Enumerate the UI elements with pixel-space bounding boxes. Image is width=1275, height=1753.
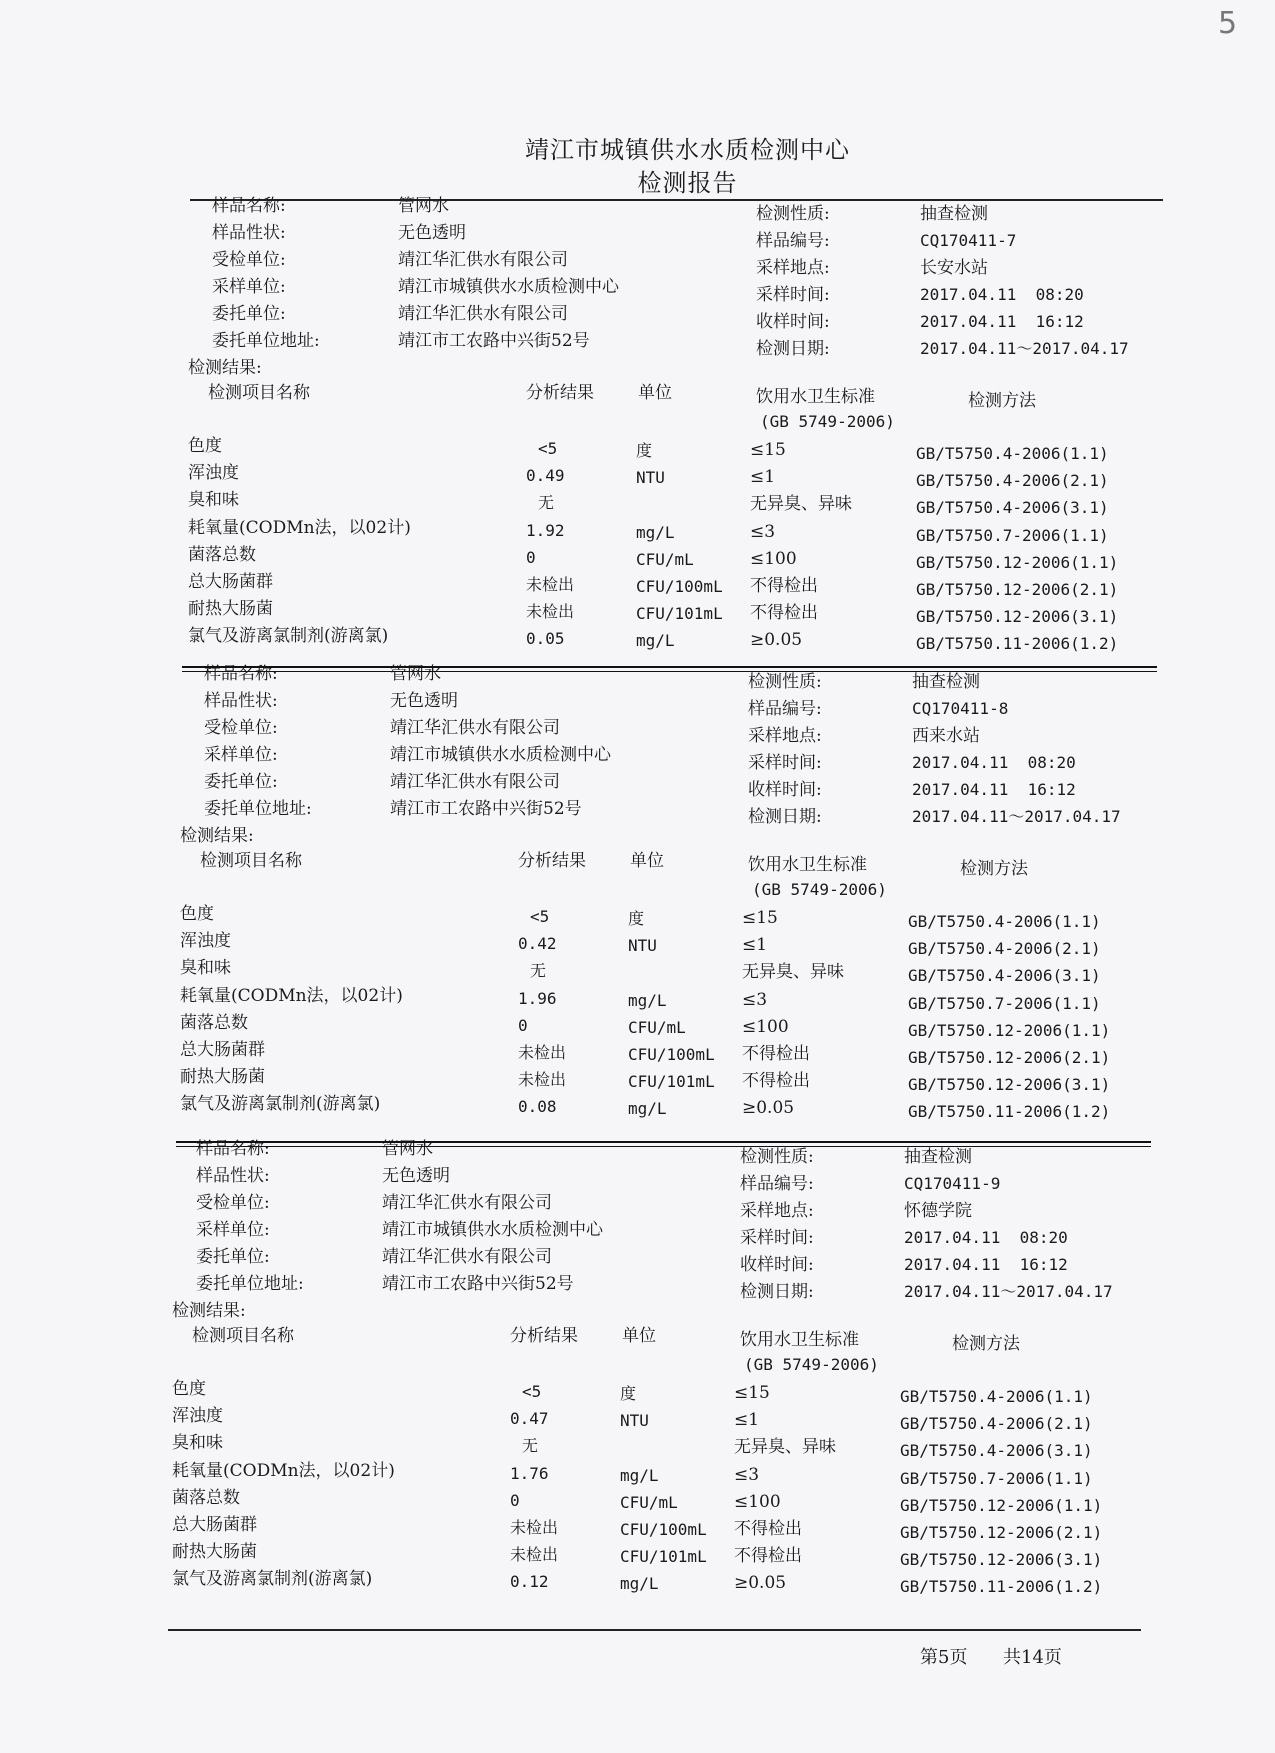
item-unit: CFU/101mL xyxy=(636,604,723,623)
item-result: 未检出 xyxy=(510,1518,559,1537)
label-inspected-unit: 受检单位: xyxy=(204,718,278,738)
item-name: 臭和味 xyxy=(180,958,231,978)
value-inspected-unit: 靖江华汇供水有限公司 xyxy=(390,718,560,738)
item-name: 菌落总数 xyxy=(180,1013,248,1033)
value-sample-no: CQ170411-8 xyxy=(912,699,1009,718)
item-name: 总大肠菌群 xyxy=(172,1515,257,1535)
value-test-nature: 抽查检测 xyxy=(920,204,988,224)
item-unit: mg/L xyxy=(636,523,675,542)
label-sampling-time: 采样时间: xyxy=(748,753,822,773)
item-method: GB/T5750.12-2006(2.1) xyxy=(916,580,1119,599)
label-sampling-site: 采样地点: xyxy=(740,1201,814,1221)
item-standard: ≤1 xyxy=(734,1410,760,1430)
column-standard: 饮用水卫生标准 xyxy=(748,855,867,875)
item-name: 总大肠菌群 xyxy=(180,1040,265,1060)
column-item: 检测项目名称 xyxy=(200,851,302,871)
item-name: 色度 xyxy=(188,436,222,456)
value-sample-state: 无色透明 xyxy=(382,1166,450,1186)
value-test-date: 2017.04.11～2017.04.17 xyxy=(912,807,1121,826)
item-unit: 度 xyxy=(628,909,645,928)
item-result: 未检出 xyxy=(526,602,575,621)
column-item: 检测项目名称 xyxy=(208,383,310,403)
item-unit: NTU xyxy=(628,936,657,955)
label-receive-time: 收样时间: xyxy=(756,312,830,332)
item-standard: 不得检出 xyxy=(734,1546,802,1566)
item-unit: mg/L xyxy=(636,631,675,650)
item-result: 0.05 xyxy=(526,629,565,648)
value-sampling-site: 长安水站 xyxy=(920,258,988,278)
item-method: GB/T5750.4-2006(3.1) xyxy=(916,498,1109,517)
item-name: 氯气及游离氯制剂(游离氯) xyxy=(172,1569,373,1589)
item-standard: ≤100 xyxy=(750,549,797,569)
item-result: <5 xyxy=(538,439,558,458)
label-test-nature: 检测性质: xyxy=(756,204,830,224)
item-name: 臭和味 xyxy=(172,1433,223,1453)
item-result: 0.49 xyxy=(526,466,565,485)
label-sample-no: 样品编号: xyxy=(740,1174,814,1194)
value-test-nature: 抽查检测 xyxy=(912,672,980,692)
value-receive-time: 2017.04.11 16:12 xyxy=(920,312,1084,331)
label-receive-time: 收样时间: xyxy=(748,780,822,800)
item-unit: CFU/100mL xyxy=(628,1045,715,1064)
value-sample-no: CQ170411-7 xyxy=(920,231,1017,250)
label-sampling-unit: 采样单位: xyxy=(212,277,286,297)
value-sample-state: 无色透明 xyxy=(390,691,458,711)
column-method: 检测方法 xyxy=(968,391,1036,411)
value-client-unit: 靖江华汇供水有限公司 xyxy=(398,304,568,324)
item-method: GB/T5750.4-2006(1.1) xyxy=(908,912,1101,931)
item-unit: mg/L xyxy=(620,1466,659,1485)
item-standard: ≤1 xyxy=(742,935,768,955)
report-section xyxy=(188,196,1188,653)
item-standard: ≤3 xyxy=(750,522,776,542)
item-standard: 不得检出 xyxy=(750,576,818,596)
value-sampling-site: 西来水站 xyxy=(912,726,980,746)
value-test-nature: 抽查检测 xyxy=(904,1147,972,1167)
label-receive-time: 收样时间: xyxy=(740,1255,814,1275)
label-inspected-unit: 受检单位: xyxy=(196,1193,270,1213)
value-sample-state: 无色透明 xyxy=(398,223,466,243)
column-item: 检测项目名称 xyxy=(192,1326,294,1346)
item-method: GB/T5750.11-2006(1.2) xyxy=(916,634,1119,653)
item-standard: 无异臭、异味 xyxy=(734,1437,836,1457)
item-method: GB/T5750.12-2006(3.1) xyxy=(900,1550,1103,1569)
item-standard: ≤100 xyxy=(742,1017,789,1037)
page-total: 共14页 xyxy=(1003,1647,1062,1668)
value-sample-no: CQ170411-9 xyxy=(904,1174,1001,1193)
item-unit: 度 xyxy=(620,1384,637,1403)
item-result: <5 xyxy=(530,907,550,926)
label-sampling-site: 采样地点: xyxy=(756,258,830,278)
item-result: 1.76 xyxy=(510,1464,549,1483)
item-name: 菌落总数 xyxy=(172,1488,240,1508)
item-name: 耗氧量(CODMn法，以02计) xyxy=(172,1461,395,1481)
item-name: 浑浊度 xyxy=(172,1406,223,1426)
corner-page-mark: 5 xyxy=(1218,6,1238,41)
item-name: 氯气及游离氯制剂(游离氯) xyxy=(180,1094,381,1114)
item-unit: CFU/101mL xyxy=(628,1072,715,1091)
report-section xyxy=(180,664,1180,1121)
item-method: GB/T5750.12-2006(1.1) xyxy=(900,1496,1103,1515)
item-method: GB/T5750.7-2006(1.1) xyxy=(908,994,1101,1013)
item-method: GB/T5750.4-2006(3.1) xyxy=(908,966,1101,985)
report-title: 检测报告 xyxy=(637,169,738,197)
value-sampling-unit: 靖江市城镇供水水质检测中心 xyxy=(398,277,619,297)
page-number: 第5页 xyxy=(920,1647,968,1668)
label-inspected-unit: 受检单位: xyxy=(212,250,286,270)
label-test-date: 检测日期: xyxy=(756,339,830,359)
item-method: GB/T5750.4-2006(1.1) xyxy=(900,1387,1093,1406)
item-result: 无 xyxy=(522,1436,539,1455)
item-name: 耗氧量(CODMn法，以02计) xyxy=(188,518,411,538)
item-standard: 无异臭、异味 xyxy=(742,962,844,982)
value-client-address: 靖江市工农路中兴街52号 xyxy=(398,331,590,351)
column-unit: 单位 xyxy=(638,383,672,403)
item-method: GB/T5750.4-2006(2.1) xyxy=(908,939,1101,958)
org-title: 靖江市城镇供水水质检测中心 xyxy=(525,136,850,164)
value-client-unit: 靖江华汇供水有限公司 xyxy=(390,772,560,792)
item-unit: mg/L xyxy=(628,1099,667,1118)
item-method: GB/T5750.7-2006(1.1) xyxy=(900,1469,1093,1488)
item-result: 0.12 xyxy=(510,1572,549,1591)
value-sampling-unit: 靖江市城镇供水水质检测中心 xyxy=(390,745,611,765)
item-unit: 度 xyxy=(636,441,653,460)
value-client-address: 靖江市工农路中兴街52号 xyxy=(390,799,582,819)
column-result: 分析结果 xyxy=(518,851,586,871)
label-sample-name: 样品名称: xyxy=(204,664,278,684)
item-result: 0.42 xyxy=(518,934,557,953)
item-unit: mg/L xyxy=(628,991,667,1010)
item-standard: ≤3 xyxy=(742,990,768,1010)
section-divider xyxy=(182,666,1157,672)
item-method: GB/T5750.12-2006(2.1) xyxy=(900,1523,1103,1542)
item-method: GB/T5750.12-2006(2.1) xyxy=(908,1048,1111,1067)
item-standard: 不得检出 xyxy=(742,1071,810,1091)
item-name: 色度 xyxy=(172,1379,206,1399)
column-standard-sub: (GB 5749-2006) xyxy=(752,880,887,899)
item-method: GB/T5750.12-2006(1.1) xyxy=(916,553,1119,572)
column-result: 分析结果 xyxy=(526,383,594,403)
column-unit: 单位 xyxy=(622,1326,656,1346)
item-name: 菌落总数 xyxy=(188,545,256,565)
value-client-address: 靖江市工农路中兴街52号 xyxy=(382,1274,574,1294)
value-receive-time: 2017.04.11 16:12 xyxy=(904,1255,1068,1274)
label-sampling-time: 采样时间: xyxy=(740,1228,814,1248)
item-method: GB/T5750.4-2006(3.1) xyxy=(900,1441,1093,1460)
item-standard: 不得检出 xyxy=(750,603,818,623)
report-section xyxy=(172,1139,1172,1596)
bottom-rule xyxy=(168,1629,1141,1631)
item-standard: ≤15 xyxy=(742,908,778,928)
item-method: GB/T5750.12-2006(3.1) xyxy=(908,1075,1111,1094)
section-divider xyxy=(176,1141,1151,1147)
item-unit: NTU xyxy=(620,1411,649,1430)
item-result: 无 xyxy=(530,961,547,980)
column-standard: 饮用水卫生标准 xyxy=(756,387,875,407)
label-client-address: 委托单位地址: xyxy=(204,799,312,819)
column-unit: 单位 xyxy=(630,851,664,871)
item-standard: ≤15 xyxy=(750,440,786,460)
value-test-date: 2017.04.11～2017.04.17 xyxy=(904,1282,1113,1301)
item-name: 色度 xyxy=(180,904,214,924)
label-client-address: 委托单位地址: xyxy=(196,1274,304,1294)
column-standard-sub: (GB 5749-2006) xyxy=(760,412,895,431)
item-name: 耐热大肠菌 xyxy=(172,1542,257,1562)
item-name: 耐热大肠菌 xyxy=(180,1067,265,1087)
item-method: GB/T5750.12-2006(3.1) xyxy=(916,607,1119,626)
item-result: 0 xyxy=(518,1016,528,1035)
value-receive-time: 2017.04.11 16:12 xyxy=(912,780,1076,799)
label-client-unit: 委托单位: xyxy=(196,1247,270,1267)
value-sampling-time: 2017.04.11 08:20 xyxy=(912,753,1076,772)
label-sample-state: 样品性状: xyxy=(196,1166,270,1186)
label-sampling-unit: 采样单位: xyxy=(204,745,278,765)
label-results: 检测结果: xyxy=(172,1301,246,1321)
label-sample-state: 样品性状: xyxy=(204,691,278,711)
label-client-address: 委托单位地址: xyxy=(212,331,320,351)
label-test-date: 检测日期: xyxy=(740,1282,814,1302)
item-standard: ≤100 xyxy=(734,1492,781,1512)
item-standard: ≥0.05 xyxy=(750,630,803,650)
item-method: GB/T5750.4-2006(1.1) xyxy=(916,444,1109,463)
item-method: GB/T5750.11-2006(1.2) xyxy=(900,1577,1103,1596)
label-sampling-time: 采样时间: xyxy=(756,285,830,305)
value-sampling-time: 2017.04.11 08:20 xyxy=(904,1228,1068,1247)
item-result: 未检出 xyxy=(518,1043,567,1062)
column-standard-sub: (GB 5749-2006) xyxy=(744,1355,879,1374)
item-name: 浑浊度 xyxy=(188,463,239,483)
item-unit: CFU/100mL xyxy=(620,1520,707,1539)
item-unit: CFU/100mL xyxy=(636,577,723,596)
item-method: GB/T5750.7-2006(1.1) xyxy=(916,526,1109,545)
item-unit: CFU/mL xyxy=(636,550,694,569)
item-method: GB/T5750.4-2006(2.1) xyxy=(900,1414,1093,1433)
item-standard: 不得检出 xyxy=(742,1044,810,1064)
column-standard: 饮用水卫生标准 xyxy=(740,1330,859,1350)
label-results: 检测结果: xyxy=(188,358,262,378)
label-client-unit: 委托单位: xyxy=(212,304,286,324)
item-method: GB/T5750.11-2006(1.2) xyxy=(908,1102,1111,1121)
item-name: 耐热大肠菌 xyxy=(188,599,273,619)
item-result: 0.47 xyxy=(510,1409,549,1428)
item-unit: CFU/101mL xyxy=(620,1547,707,1566)
value-sample-name: 管网水 xyxy=(398,196,449,216)
item-result: 1.92 xyxy=(526,521,565,540)
item-unit: NTU xyxy=(636,468,665,487)
item-name: 总大肠菌群 xyxy=(188,572,273,592)
item-result: 未检出 xyxy=(518,1070,567,1089)
value-inspected-unit: 靖江华汇供水有限公司 xyxy=(382,1193,552,1213)
label-test-nature: 检测性质: xyxy=(740,1147,814,1167)
label-client-unit: 委托单位: xyxy=(204,772,278,792)
label-test-date: 检测日期: xyxy=(748,807,822,827)
column-method: 检测方法 xyxy=(952,1334,1020,1354)
item-result: 未检出 xyxy=(526,575,575,594)
label-sample-name: 样品名称: xyxy=(212,196,286,216)
item-result: 0 xyxy=(510,1491,520,1510)
column-method: 检测方法 xyxy=(960,859,1028,879)
value-sample-name: 管网水 xyxy=(382,1139,433,1159)
label-sample-state: 样品性状: xyxy=(212,223,286,243)
item-method: GB/T5750.12-2006(1.1) xyxy=(908,1021,1111,1040)
value-sampling-time: 2017.04.11 08:20 xyxy=(920,285,1084,304)
item-standard: 无异臭、异味 xyxy=(750,494,852,514)
value-sample-name: 管网水 xyxy=(390,664,441,684)
label-results: 检测结果: xyxy=(180,826,254,846)
item-result: 无 xyxy=(538,493,555,512)
value-sampling-site: 怀德学院 xyxy=(904,1201,972,1221)
item-result: <5 xyxy=(522,1382,542,1401)
item-unit: CFU/mL xyxy=(620,1493,678,1512)
item-standard: ≤1 xyxy=(750,467,776,487)
item-method: GB/T5750.4-2006(2.1) xyxy=(916,471,1109,490)
item-result: 未检出 xyxy=(510,1545,559,1564)
value-sampling-unit: 靖江市城镇供水水质检测中心 xyxy=(382,1220,603,1240)
item-standard: ≤3 xyxy=(734,1465,760,1485)
label-sample-no: 样品编号: xyxy=(748,699,822,719)
label-sample-no: 样品编号: xyxy=(756,231,830,251)
item-unit: CFU/mL xyxy=(628,1018,686,1037)
item-name: 氯气及游离氯制剂(游离氯) xyxy=(188,626,389,646)
label-test-nature: 检测性质: xyxy=(748,672,822,692)
label-sample-name: 样品名称: xyxy=(196,1139,270,1159)
item-result: 1.96 xyxy=(518,989,557,1008)
value-inspected-unit: 靖江华汇供水有限公司 xyxy=(398,250,568,270)
item-standard: ≥0.05 xyxy=(742,1098,795,1118)
item-standard: 不得检出 xyxy=(734,1519,802,1539)
item-standard: ≤15 xyxy=(734,1383,770,1403)
value-client-unit: 靖江华汇供水有限公司 xyxy=(382,1247,552,1267)
column-result: 分析结果 xyxy=(510,1326,578,1346)
item-result: 0.08 xyxy=(518,1097,557,1116)
item-standard: ≥0.05 xyxy=(734,1573,787,1593)
item-name: 浑浊度 xyxy=(180,931,231,951)
value-test-date: 2017.04.11～2017.04.17 xyxy=(920,339,1129,358)
item-name: 臭和味 xyxy=(188,490,239,510)
label-sampling-unit: 采样单位: xyxy=(196,1220,270,1240)
item-name: 耗氧量(CODMn法，以02计) xyxy=(180,986,403,1006)
item-unit: mg/L xyxy=(620,1574,659,1593)
label-sampling-site: 采样地点: xyxy=(748,726,822,746)
item-result: 0 xyxy=(526,548,536,567)
